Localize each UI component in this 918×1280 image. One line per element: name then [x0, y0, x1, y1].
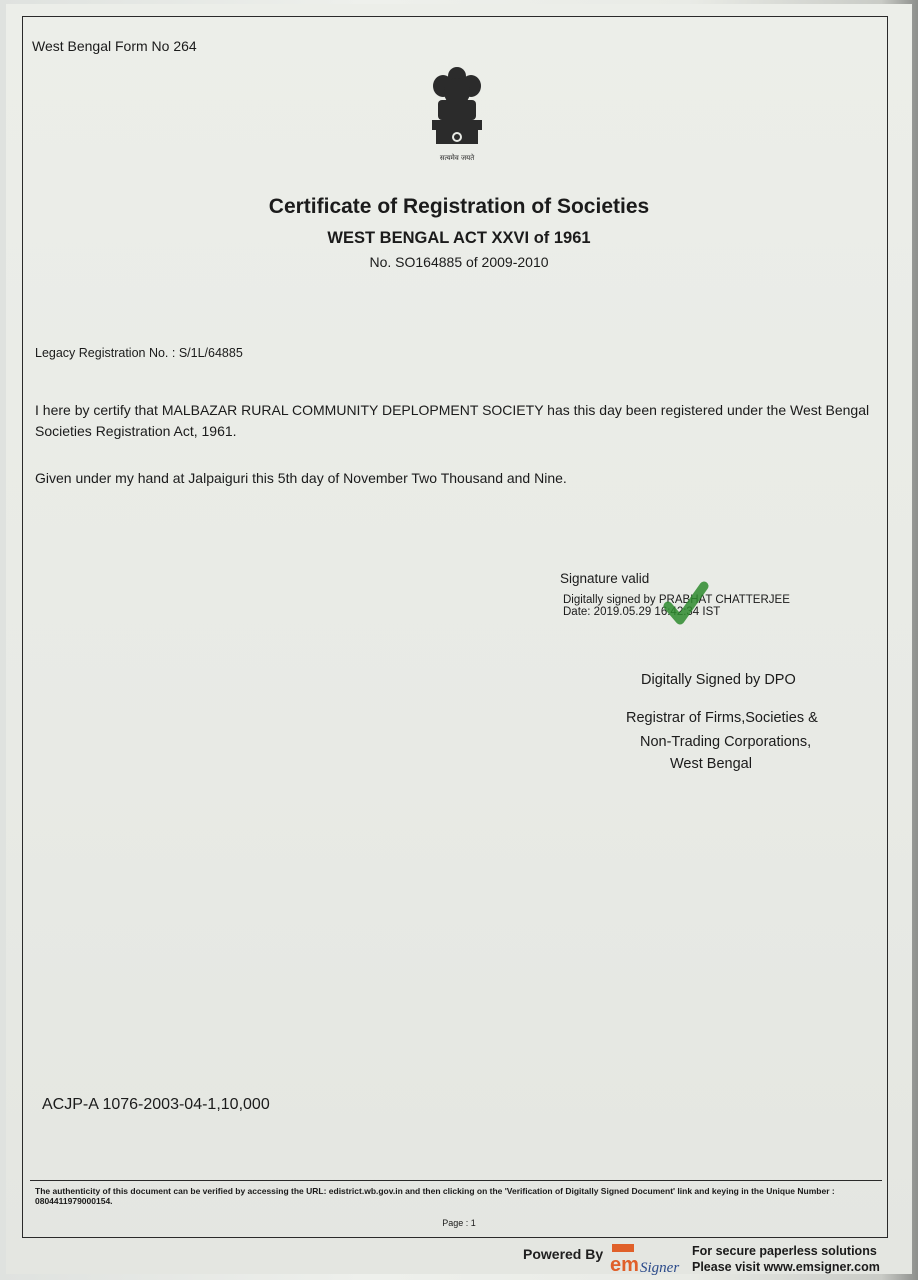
registrar-line-3: West Bengal	[670, 756, 752, 772]
svg-text:em: em	[610, 1254, 639, 1276]
reference-code: ACJP-A 1076-2003-04-1,10,000	[42, 1096, 270, 1113]
signature-date: Date: 2019.05.29 16:42:34 IST	[563, 606, 721, 618]
national-emblem-icon	[418, 62, 496, 166]
tagline-2: Please visit www.emsigner.com	[692, 1260, 880, 1274]
signature-valid-check-icon	[660, 578, 710, 628]
signature-status: Signature valid	[560, 571, 650, 586]
svg-text:Signer: Signer	[640, 1260, 680, 1276]
powered-by-label: Powered By	[523, 1246, 604, 1262]
footer-divider	[30, 1180, 882, 1181]
given-statement: Given under my hand at Jalpaiguri this 5th day of November Two Thousand and Nine.	[35, 470, 567, 486]
emblem-motto: सत्यमेव जयते	[439, 154, 475, 162]
page-number: Page : 1	[442, 1218, 476, 1228]
registration-number: No. SO164885 of 2009-2010	[369, 254, 549, 270]
certification-statement: I here by certify that MALBAZAR RURAL COMMUNITY DEPLOPMENT SOCIETY has this day been registered under the West Bengal Societies Registration Act, 1961.	[35, 402, 870, 439]
registrar-line-2: Non-Trading Corporations,	[640, 734, 812, 750]
legacy-registration: Legacy Registration No. : S/1L/64885	[35, 346, 243, 360]
verification-note: The authenticity of this document can be verified by accessing the URL: edistrict.wb.gov.in and then clicking on the 'Verification of Digitally Signed Document' link and keying in the Unique Number : 0804411979000154.	[35, 1186, 835, 1206]
form-number: West Bengal Form No 264	[32, 38, 197, 54]
act-title: WEST BENGAL ACT XXVI of 1961	[327, 229, 591, 247]
registrar-line-1: Registrar of Firms,Societies &	[626, 710, 818, 726]
tagline-1: For secure paperless solutions	[692, 1244, 877, 1258]
signed-by-dpo: Digitally Signed by DPO	[641, 672, 796, 688]
certificate-title: Certificate of Registration of Societies	[268, 195, 650, 218]
signer-name: Digitally signed by PRABHAT CHATTERJEE	[563, 594, 790, 606]
emsigner-logo-icon	[610, 1242, 688, 1276]
